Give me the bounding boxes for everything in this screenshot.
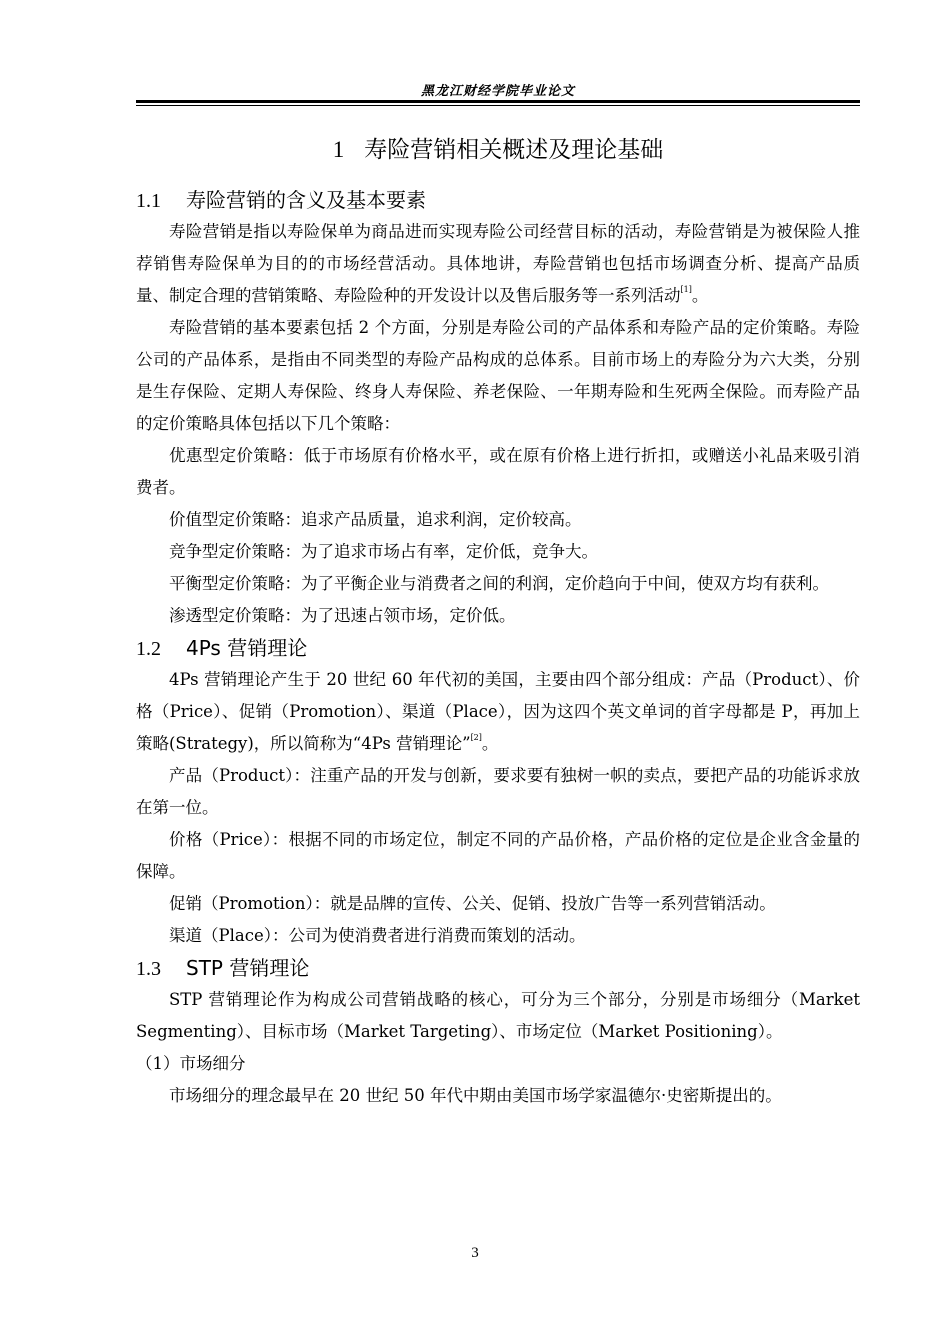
paragraph: 平衡型定价策略：为了平衡企业与消费者之间的利润，定价趋向于中间，使双方均有获利。: [169, 574, 829, 593]
section-title: 寿险营销的含义及基本要素: [186, 188, 426, 212]
paragraph: 竞争型定价策略：为了追求市场占有率，定价低，竞争大。: [169, 542, 598, 561]
paragraph: 价格（Price）：根据不同的市场定位，制定不同的产品价格，产品价格的定位是企业含金量的保障。: [136, 830, 860, 881]
paragraph: 寿险营销是指以寿险保单为商品进而实现寿险公司经营目标的活动，寿险营销是为被保险人推荐销售寿险保单为目的的市场经营活动。具体地讲，寿险营销也包括市场调查分析、提高产品质量、制定合理的营销策略、寿险险种的开发设计以及售后服务等一系列活动[1]。: [136, 222, 860, 305]
paragraph: 4Ps 营销理论产生于 20 世纪 60 年代初的美国，主要由四个部分组成：产品（Product）、价格（Price）、促销（Promotion）、渠道（Place），因为这四个英文单词的首字母都是 P，再加上策略(Strategy)，所以简称为“4Ps 营销理论”[2]。: [136, 670, 860, 753]
paragraph: 寿险营销的基本要素包括 2 个方面，分别是寿险公司的产品体系和寿险产品的定价策略。寿险公司的产品体系，是指由不同类型的寿险产品构成的总体系。目前市场上的寿险分为六大类，分别是生存保险、定期人寿保险、终身人寿保险、养老保险、一年期寿险和生死两全保险。而寿险产品的定价策略具体包括以下几个策略：: [136, 318, 860, 433]
section-title: 4Ps 营销理论: [186, 636, 308, 660]
page-content: [136, 130, 860, 1112]
header-rule-thick: [136, 100, 860, 103]
section-number: 1.3: [136, 958, 161, 980]
paragraph: 价值型定价策略：追求产品质量，追求利润，定价较高。: [169, 510, 582, 529]
paragraph: STP 营销理论作为构成公司营销战略的核心，可分为三个部分，分别是市场细分（Market Segmenting）、目标市场（Market Targeting）、市场定位（Market Positioning）。: [136, 990, 860, 1041]
section-heading-1-3: [136, 952, 860, 984]
paragraph: 优惠型定价策略：低于市场原有价格水平，或在原有价格上进行折扣，或赠送小礼品来吸引消费者。: [136, 446, 860, 497]
page-header: 黑龙江财经学院毕业论文: [420, 84, 575, 99]
paragraph: 渠道（Place）：公司为使消费者进行消费而策划的活动。: [169, 926, 586, 945]
section-title: STP 营销理论: [186, 956, 310, 980]
section-number: 1.2: [136, 638, 161, 660]
section-heading-1-1: [136, 184, 860, 216]
paragraph: 市场细分的理念最早在 20 世纪 50 年代中期由美国市场学家温德尔·史密斯提出的。: [169, 1086, 782, 1105]
paragraph: 促销（Promotion）：就是品牌的宣传、公关、促销、投放广告等一系列营销活动。: [169, 894, 776, 913]
header-rule-thin: [136, 105, 860, 106]
citation-marker: [1]: [680, 285, 692, 294]
section-heading-1-2: [136, 632, 860, 664]
paragraph: 渗透型定价策略：为了迅速占领市场，定价低。: [169, 606, 516, 625]
chapter-title-text: 寿险营销相关概述及理论基础: [364, 137, 664, 163]
section-number: 1.1: [136, 190, 161, 212]
chapter-number: 1: [332, 137, 345, 162]
citation-marker: [2]: [470, 733, 482, 742]
page-number: 3: [471, 1245, 479, 1261]
subheading: （1）市场细分: [136, 1054, 246, 1073]
chapter-title: [136, 130, 860, 170]
paragraph: 产品（Product）：注重产品的开发与创新，要求要有独树一帜的卖点，要把产品的功能诉求放在第一位。: [136, 766, 860, 817]
